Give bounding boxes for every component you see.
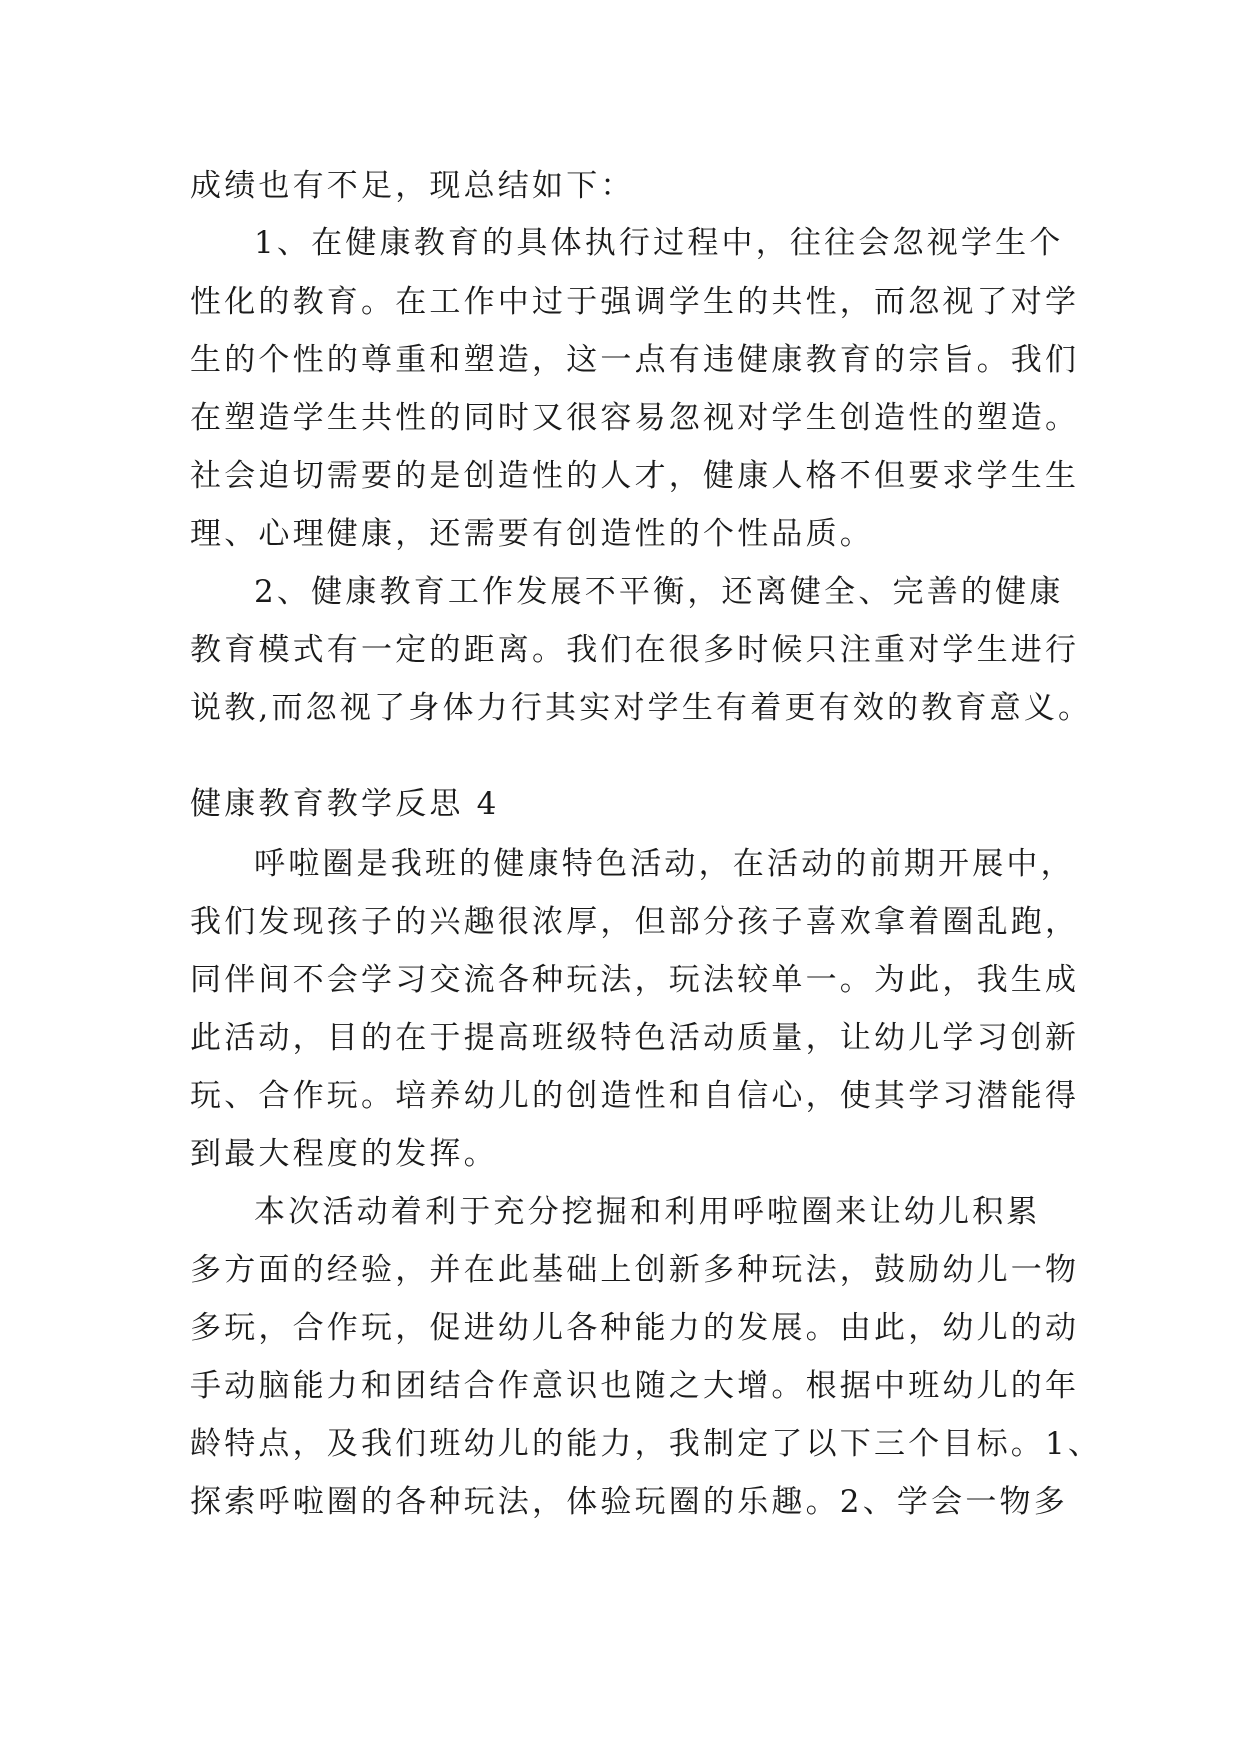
text-line: 社会迫切需要的是创造性的人才，健康人格不但要求学生生 [190, 458, 1080, 494]
text-line: 玩、合作玩。培养幼儿的创造性和自信心，使其学习潜能得 [190, 1078, 1080, 1114]
text-line: 我们发现孩子的兴趣很浓厚，但部分孩子喜欢拿着圈乱跑， [190, 904, 1080, 940]
text-line: 2、健康教育工作发展不平衡，还离健全、完善的健康 [254, 574, 1064, 610]
text-line: 此活动，目的在于提高班级特色活动质量，让幼儿学习创新 [190, 1020, 1080, 1056]
text-line: 龄特点，及我们班幼儿的能力，我制定了以下三个目标。1、 [190, 1426, 1103, 1462]
text-line: 探索呼啦圈的各种玩法，体验玩圈的乐趣。2、学会一物多 [190, 1484, 1068, 1520]
text-line: 呼啦圈是我班的健康特色活动，在活动的前期开展中， [254, 846, 1075, 882]
text-line: 性化的教育。在工作中过于强调学生的共性，而忽视了对学 [190, 284, 1080, 320]
text-line: 到最大程度的发挥。 [190, 1136, 498, 1172]
text-line: 成绩也有不足，现总结如下： [190, 168, 635, 204]
text-line: 在塑造学生共性的同时又很容易忽视对学生创造性的塑造。 [190, 400, 1080, 436]
text-line: 1、在健康教育的具体执行过程中，往往会忽视学生个 [254, 225, 1064, 261]
text-line: 本次活动着利于充分挖掘和利用呼啦圈来让幼儿积累 [254, 1194, 1041, 1230]
text-line: 同伴间不会学习交流各种玩法，玩法较单一。为此，我生成 [190, 962, 1080, 998]
text-line: 多玩，合作玩，促进幼儿各种能力的发展。由此，幼儿的动 [190, 1310, 1080, 1346]
text-line: 说教,而忽视了身体力行其实对学生有着更有效的教育意义。 [190, 690, 1093, 726]
text-line: 生的个性的尊重和塑造，这一点有违健康教育的宗旨。我们 [190, 342, 1080, 378]
text-line: 理、心理健康，还需要有创造性的个性品质。 [190, 516, 874, 552]
text-line: 手动脑能力和团结合作意识也随之大增。根据中班幼儿的年 [190, 1368, 1080, 1404]
text-line: 教育模式有一定的距离。我们在很多时候只注重对学生进行 [190, 632, 1080, 668]
text-line: 多方面的经验，并在此基础上创新多种玩法，鼓励幼儿一物 [190, 1252, 1080, 1288]
section-heading: 健康教育教学反思 4 [190, 786, 500, 822]
